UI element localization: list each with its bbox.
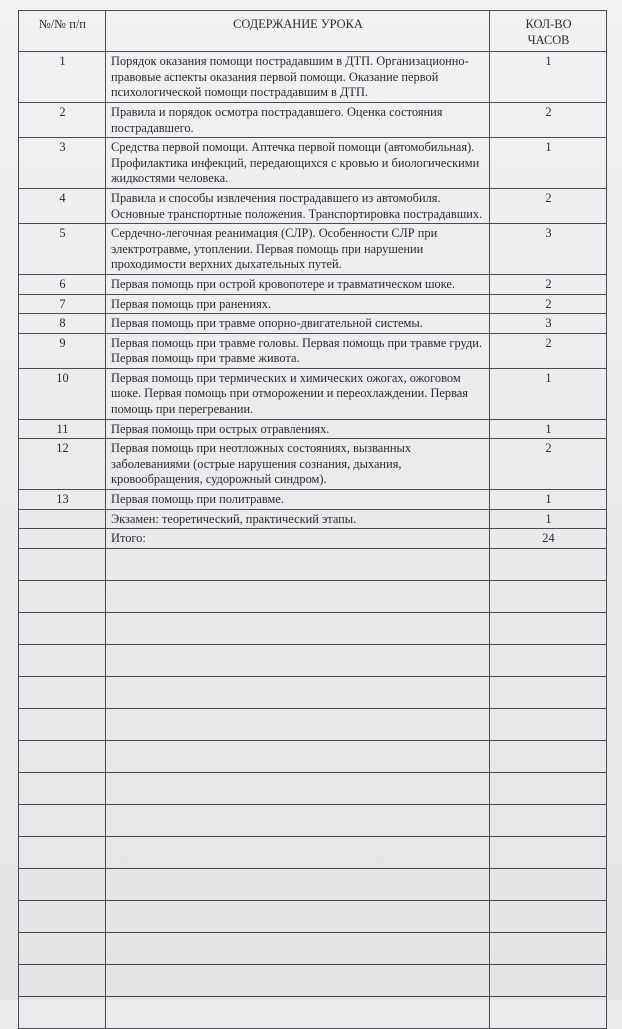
row-content: Первая помощь при травме головы. Первая помощь при травме груди. Первая помощь при травме живота. bbox=[106, 333, 490, 368]
empty-cell bbox=[19, 772, 106, 804]
empty-cell bbox=[106, 964, 490, 996]
row-content: Экзамен: теоретический, практический этапы. bbox=[106, 509, 490, 529]
empty-cell bbox=[106, 708, 490, 740]
table-row bbox=[19, 102, 607, 137]
table-row bbox=[19, 529, 607, 549]
row-content: Итого: bbox=[106, 529, 490, 549]
row-number: 10 bbox=[19, 368, 106, 419]
empty-cell bbox=[106, 804, 490, 836]
empty-cell bbox=[490, 996, 607, 1028]
row-content: Правила и способы извлечения пострадавшего из автомобиля. Основные транспортные положения. Транспортировка пострадавших. bbox=[106, 188, 490, 223]
empty-cell bbox=[19, 900, 106, 932]
empty-row bbox=[19, 676, 607, 708]
lesson-plan-table bbox=[18, 10, 607, 1029]
empty-cell bbox=[19, 964, 106, 996]
row-hours: 2 bbox=[490, 102, 607, 137]
table-row bbox=[19, 419, 607, 439]
row-hours: 1 bbox=[490, 490, 607, 510]
empty-cell bbox=[490, 548, 607, 580]
row-hours: 1 bbox=[490, 509, 607, 529]
empty-cell bbox=[106, 612, 490, 644]
empty-cell bbox=[106, 932, 490, 964]
empty-cell bbox=[490, 644, 607, 676]
table-row bbox=[19, 439, 607, 490]
empty-cell bbox=[490, 836, 607, 868]
row-number: 8 bbox=[19, 314, 106, 334]
empty-row bbox=[19, 580, 607, 612]
empty-row bbox=[19, 900, 607, 932]
row-hours: 2 bbox=[490, 274, 607, 294]
empty-cell bbox=[19, 836, 106, 868]
empty-cell bbox=[19, 580, 106, 612]
row-hours: 3 bbox=[490, 314, 607, 334]
row-number: 11 bbox=[19, 419, 106, 439]
row-content: Средства первой помощи. Аптечка первой помощи (автомобильная). Профилактика инфекций, передающихся с кровью и биологическими жидкостями человека. bbox=[106, 138, 490, 189]
row-content: Первая помощь при ранениях. bbox=[106, 294, 490, 314]
empty-row bbox=[19, 740, 607, 772]
table-row bbox=[19, 224, 607, 275]
row-number: 1 bbox=[19, 52, 106, 103]
empty-cell bbox=[19, 548, 106, 580]
empty-cell bbox=[106, 548, 490, 580]
row-hours: 2 bbox=[490, 439, 607, 490]
row-number: 5 bbox=[19, 224, 106, 275]
table-row bbox=[19, 294, 607, 314]
row-content: Порядок оказания помощи пострадавшим в ДТП. Организационно-правовые аспекты оказания первой помощи. Оказание первой психологической помощи пострадавшим в ДТП. bbox=[106, 52, 490, 103]
row-hours: 2 bbox=[490, 294, 607, 314]
table-row bbox=[19, 368, 607, 419]
row-hours: 3 bbox=[490, 224, 607, 275]
empty-cell bbox=[490, 676, 607, 708]
empty-cell bbox=[106, 836, 490, 868]
empty-cell bbox=[490, 580, 607, 612]
empty-cell bbox=[19, 804, 106, 836]
empty-cell bbox=[106, 740, 490, 772]
empty-cell bbox=[106, 868, 490, 900]
empty-row bbox=[19, 612, 607, 644]
row-hours: 2 bbox=[490, 333, 607, 368]
empty-row bbox=[19, 708, 607, 740]
table-row bbox=[19, 52, 607, 103]
row-number: 7 bbox=[19, 294, 106, 314]
row-number: 2 bbox=[19, 102, 106, 137]
table-row bbox=[19, 188, 607, 223]
empty-cell bbox=[19, 644, 106, 676]
empty-cell bbox=[490, 740, 607, 772]
empty-cell bbox=[19, 676, 106, 708]
empty-cell bbox=[106, 676, 490, 708]
empty-row bbox=[19, 964, 607, 996]
row-number: 13 bbox=[19, 490, 106, 510]
empty-row bbox=[19, 772, 607, 804]
empty-cell bbox=[19, 708, 106, 740]
row-hours: 24 bbox=[490, 529, 607, 549]
empty-cell bbox=[490, 900, 607, 932]
table-row bbox=[19, 333, 607, 368]
empty-cell bbox=[106, 900, 490, 932]
empty-cell bbox=[19, 996, 106, 1028]
empty-cell bbox=[106, 580, 490, 612]
table-body bbox=[19, 52, 607, 1029]
empty-row bbox=[19, 836, 607, 868]
row-content: Первая помощь при неотложных состояниях, вызванных заболеваниями (острые нарушения сознания, дыхания, кровообращения, судорожный синдром). bbox=[106, 439, 490, 490]
row-hours: 1 bbox=[490, 368, 607, 419]
empty-cell bbox=[19, 932, 106, 964]
row-content: Первая помощь при острых отравлениях. bbox=[106, 419, 490, 439]
empty-cell bbox=[19, 612, 106, 644]
row-content: Первая помощь при травме опорно-двигательной системы. bbox=[106, 314, 490, 334]
empty-cell bbox=[490, 772, 607, 804]
header-hours-line1: КОЛ-ВО bbox=[525, 17, 572, 31]
row-content: Правила и порядок осмотра пострадавшего. Оценка состояния пострадавшего. bbox=[106, 102, 490, 137]
header-number: №/№ п/п bbox=[19, 11, 106, 52]
table-row bbox=[19, 314, 607, 334]
empty-cell bbox=[19, 868, 106, 900]
empty-row bbox=[19, 868, 607, 900]
row-number: 3 bbox=[19, 138, 106, 189]
row-number: 6 bbox=[19, 274, 106, 294]
empty-cell bbox=[19, 740, 106, 772]
empty-cell bbox=[490, 932, 607, 964]
row-number bbox=[19, 509, 106, 529]
table-header-row bbox=[19, 11, 607, 52]
empty-cell bbox=[106, 996, 490, 1028]
row-number: 9 bbox=[19, 333, 106, 368]
row-hours: 1 bbox=[490, 138, 607, 189]
row-hours: 1 bbox=[490, 419, 607, 439]
empty-cell bbox=[106, 772, 490, 804]
row-content: Первая помощь при политравме. bbox=[106, 490, 490, 510]
empty-row bbox=[19, 644, 607, 676]
table-row bbox=[19, 138, 607, 189]
empty-cell bbox=[106, 644, 490, 676]
row-number: 12 bbox=[19, 439, 106, 490]
empty-row bbox=[19, 996, 607, 1028]
empty-cell bbox=[490, 868, 607, 900]
empty-row bbox=[19, 932, 607, 964]
row-hours: 2 bbox=[490, 188, 607, 223]
table-row bbox=[19, 274, 607, 294]
header-hours bbox=[490, 11, 607, 52]
empty-cell bbox=[490, 708, 607, 740]
row-content: Первая помощь при острой кровопотере и травматическом шоке. bbox=[106, 274, 490, 294]
table-row bbox=[19, 490, 607, 510]
table-row bbox=[19, 509, 607, 529]
row-number bbox=[19, 529, 106, 549]
row-hours: 1 bbox=[490, 52, 607, 103]
empty-cell bbox=[490, 964, 607, 996]
row-number: 4 bbox=[19, 188, 106, 223]
header-content: СОДЕРЖАНИЕ УРОКА bbox=[106, 11, 490, 52]
empty-row bbox=[19, 804, 607, 836]
empty-row bbox=[19, 548, 607, 580]
header-hours-line2: ЧАСОВ bbox=[527, 32, 570, 47]
row-content: Сердечно-легочная реанимация (СЛР). Особенности СЛР при электротравме, утоплении. Первая помощь при нарушении проходимости верхних дыхательных путей. bbox=[106, 224, 490, 275]
empty-cell bbox=[490, 804, 607, 836]
row-content: Первая помощь при термических и химических ожогах, ожоговом шоке. Первая помощь при отморожении и переохлаждении. Первая помощь при перегревании. bbox=[106, 368, 490, 419]
empty-cell bbox=[490, 612, 607, 644]
